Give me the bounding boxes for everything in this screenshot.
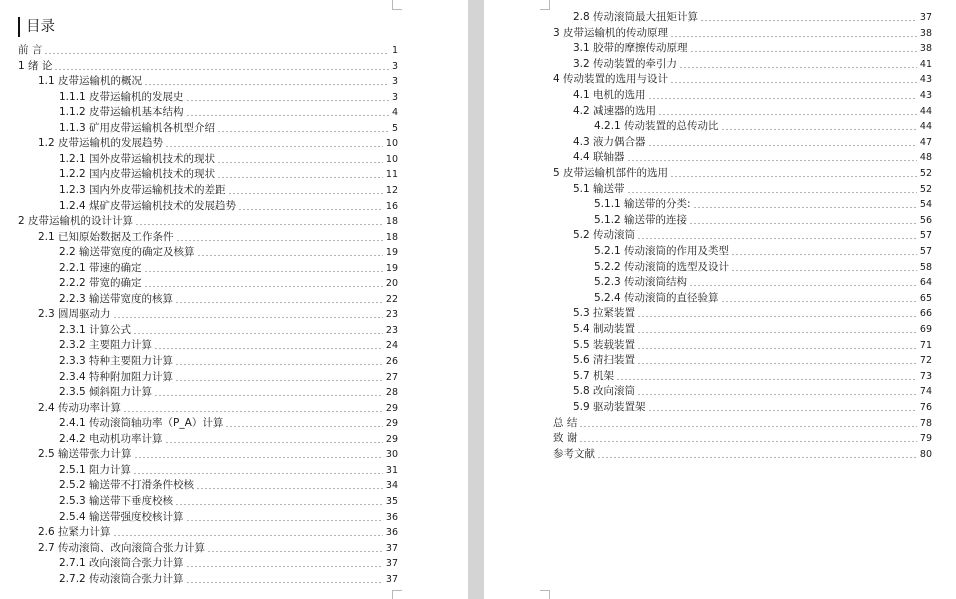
- toc-dot-leader: [597, 456, 917, 459]
- toc-entry[interactable]: [59, 353, 398, 368]
- toc-entry-label: 5.6 清扫装置: [573, 354, 636, 367]
- toc-dot-leader: [186, 581, 383, 584]
- toc-entry[interactable]: [573, 149, 932, 164]
- toc-entry-label: 2.5.1 阻力计算: [59, 463, 132, 476]
- toc-entry-page-number: 18: [385, 216, 398, 228]
- toc-entry-label: 5.1.2 输送带的连接: [594, 213, 688, 226]
- toc-dot-leader: [134, 456, 383, 459]
- toc-entry-label: 4.3 液力偶合器: [573, 135, 646, 148]
- toc-entry[interactable]: [59, 337, 398, 352]
- toc-entry-page-number: 43: [919, 74, 932, 86]
- toc-entry-label: 2.2.3 输送带宽度的核算: [59, 292, 174, 305]
- toc-entry-page-number: 29: [385, 433, 398, 445]
- toc-dot-leader: [217, 130, 389, 133]
- toc-entry-label: 致 谢: [553, 432, 578, 445]
- toc-entry-label: 1.2.1 国外皮带运输机技术的现状: [59, 152, 216, 165]
- toc-dot-leader: [679, 66, 917, 69]
- toc-entry-label: 2.5 输送带张力计算: [38, 448, 132, 461]
- toc-dot-leader: [637, 331, 917, 334]
- toc-entry[interactable]: [553, 415, 932, 430]
- toc-entry-label: 2.7.2 传动滚筒合张力计算: [59, 572, 184, 585]
- toc-dot-leader: [175, 379, 383, 382]
- toc-dot-leader: [217, 161, 383, 164]
- toc-entry[interactable]: [573, 103, 932, 118]
- toc-dot-leader: [135, 223, 383, 226]
- toc-entry[interactable]: [594, 243, 932, 258]
- toc-entry-label: 5.1 输送带: [573, 182, 625, 195]
- toc-entry[interactable]: [573, 383, 932, 398]
- toc-entry-page-number: 48: [919, 152, 932, 164]
- toc-entry-page-number: 76: [919, 402, 932, 413]
- toc-entry[interactable]: [594, 274, 932, 289]
- toc-entry[interactable]: [573, 87, 932, 102]
- toc-entry-label: 5.4 制动装置: [573, 323, 636, 335]
- toc-entry[interactable]: [59, 477, 398, 492]
- toc-dot-leader: [228, 192, 383, 195]
- toc-entry-label: 2.2 输送带宽度的确定及核算: [59, 246, 195, 259]
- toc-dot-leader: [175, 363, 383, 366]
- toc-entry[interactable]: [38, 306, 398, 321]
- toc-dot-leader: [731, 253, 917, 256]
- toc-entry-label: 2.4.1 传动滚筒轴功率（P_A）计算: [59, 417, 224, 430]
- toc-entry-page-number: 23: [385, 324, 398, 336]
- toc-entry-label: 1.1.1 皮带运输机的发展史: [59, 90, 184, 103]
- toc-entry-page-number: 19: [385, 247, 398, 259]
- toc-entry-page-number: 3: [391, 91, 398, 103]
- toc-entry-label: 2.5.2 输送带不打滑条件校核: [59, 479, 195, 492]
- toc-dot-leader: [721, 300, 917, 303]
- toc-entry[interactable]: [59, 182, 398, 197]
- toc-entry-page-number: 1: [391, 45, 398, 56]
- toc-dot-leader: [689, 222, 917, 225]
- toc-entry[interactable]: [573, 305, 932, 320]
- toc-dot-leader: [579, 440, 917, 443]
- toc-entry-page-number: 69: [919, 324, 932, 335]
- toc-entry[interactable]: [573, 134, 932, 149]
- toc-entry-page-number: 37: [385, 558, 398, 570]
- toc-entry-label: 4.2 减速器的选用: [573, 104, 657, 117]
- toc-entry-label: 5.9 驱动装置架: [573, 401, 646, 413]
- toc-dot-leader: [186, 114, 389, 117]
- toc-entry[interactable]: [59, 120, 398, 135]
- toc-entry-label: 5.2.2 传动滚筒的选型及设计: [594, 260, 730, 273]
- toc-dot-leader: [721, 128, 917, 131]
- toc-entry[interactable]: [59, 555, 398, 570]
- toc-entry-label: 2.2.1 带速的确定: [59, 261, 142, 274]
- toc-entry-label: 5.2.4 传动滚筒的直径验算: [594, 291, 719, 304]
- toc-entry-page-number: 11: [385, 169, 398, 181]
- toc-entry-page-number: 5: [391, 122, 398, 134]
- toc-dot-leader: [637, 237, 917, 240]
- toc-page-right: [484, 0, 956, 599]
- toc-entry[interactable]: [594, 118, 932, 133]
- toc-entry-label: 2.3 圆周驱动力: [38, 308, 111, 321]
- toc-entry-label: 1 绪 论: [18, 59, 53, 72]
- toc-dot-leader: [225, 425, 383, 428]
- toc-entry-label: 3.2 传动装置的牵引力: [573, 57, 678, 70]
- toc-list-right: [484, 0, 956, 599]
- toc-entry-page-number: 57: [919, 230, 932, 242]
- toc-entry-page-number: 24: [385, 340, 398, 352]
- toc-entry[interactable]: [594, 259, 932, 274]
- toc-entry-label: 2.4 传动功率计算: [38, 401, 122, 414]
- toc-entry[interactable]: [553, 71, 932, 86]
- toc-entry[interactable]: [59, 89, 398, 104]
- toc-entry[interactable]: [553, 430, 932, 445]
- toc-entry-page-number: 56: [919, 214, 932, 226]
- toc-entry-page-number: 16: [385, 200, 398, 212]
- toc-entry[interactable]: [38, 446, 398, 461]
- toc-dot-leader: [175, 503, 383, 506]
- toc-entry[interactable]: [59, 415, 398, 430]
- toc-entry[interactable]: [59, 431, 398, 446]
- toc-entry-page-number: 22: [385, 293, 398, 305]
- toc-dot-leader: [186, 565, 383, 568]
- toc-entry-page-number: 36: [385, 527, 398, 539]
- toc-entry-label: 2 皮带运输机的设计计算: [18, 215, 134, 228]
- toc-entry[interactable]: [553, 25, 932, 40]
- toc-entry-page-number: 12: [385, 184, 398, 196]
- toc-entry[interactable]: [59, 384, 398, 399]
- toc-dot-leader: [648, 97, 917, 100]
- toc-entry-label: 4.1 电机的选用: [573, 89, 646, 101]
- toc-entry-page-number: 65: [919, 292, 932, 304]
- toc-entry-label: 5 皮带运输机部件的选用: [553, 167, 669, 179]
- toc-entry-page-number: 44: [919, 105, 932, 117]
- toc-dot-leader: [165, 145, 383, 148]
- toc-dot-leader: [670, 35, 917, 38]
- toc-entry[interactable]: [553, 165, 932, 180]
- toc-entry-label: 总 结: [553, 416, 578, 429]
- toc-entry[interactable]: [18, 42, 398, 57]
- toc-dot-leader: [670, 81, 917, 84]
- toc-dot-leader: [176, 239, 383, 242]
- toc-entry-label: 5.2.1 传动滚筒的作用及类型: [594, 245, 730, 257]
- toc-dot-leader: [579, 425, 917, 428]
- toc-entry-page-number: 72: [919, 355, 932, 367]
- toc-entry-page-number: 31: [385, 464, 398, 476]
- toc-entry-label: 5.5 装载装置: [573, 338, 636, 351]
- toc-entry[interactable]: [59, 322, 398, 337]
- toc-entry-label: 3.1 胶带的摩擦传动原理: [573, 42, 688, 55]
- toc-entry[interactable]: [38, 135, 398, 150]
- toc-entry-label: 5.3 拉紧装置: [573, 307, 636, 320]
- toc-entry-page-number: 36: [385, 511, 398, 523]
- toc-dot-leader: [648, 409, 917, 412]
- toc-dot-leader: [670, 175, 917, 178]
- toc-entry[interactable]: [38, 524, 398, 539]
- toc-entry-page-number: 43: [919, 90, 932, 101]
- toc-entry[interactable]: [59, 260, 398, 275]
- toc-entry-label: 1.2 皮带运输机的发展趋势: [38, 137, 164, 150]
- toc-entry-label: 2.6 拉紧力计算: [38, 526, 111, 539]
- toc-dot-leader: [144, 270, 383, 273]
- toc-list-left: [0, 0, 468, 599]
- toc-entry-label: 5.1.1 输送带的分类:: [594, 198, 691, 211]
- toc-dot-leader: [197, 254, 383, 257]
- toc-entry-label: 1.2.3 国内外皮带运输机技术的差距: [59, 183, 226, 196]
- toc-entry-label: 前 言: [18, 44, 43, 56]
- toc-entry-page-number: 26: [385, 356, 398, 367]
- toc-entry[interactable]: [594, 290, 932, 305]
- toc-entry-label: 2.3.2 主要阻力计算: [59, 339, 153, 352]
- toc-entry-page-number: 41: [919, 58, 932, 70]
- toc-dot-leader: [658, 113, 917, 116]
- toc-entry[interactable]: [573, 56, 932, 71]
- toc-dot-leader: [123, 410, 383, 413]
- toc-entry[interactable]: [573, 181, 932, 196]
- toc-entry[interactable]: [38, 540, 398, 555]
- toc-entry-page-number: 30: [385, 449, 398, 461]
- toc-dot-leader: [616, 378, 917, 381]
- toc-entry-label: 2.5.3 输送带下垂度校核: [59, 494, 174, 507]
- toc-dot-leader: [186, 519, 383, 522]
- toc-entry[interactable]: [59, 493, 398, 508]
- toc-entry-page-number: 47: [919, 136, 932, 148]
- toc-entry-page-number: 10: [385, 153, 398, 165]
- toc-entry-page-number: 29: [385, 418, 398, 430]
- toc-entry-page-number: 52: [919, 183, 932, 195]
- toc-dot-leader: [700, 19, 917, 22]
- toc-entry-page-number: 80: [919, 448, 932, 460]
- toc-entry-label: 5.8 改向滚筒: [573, 385, 636, 398]
- toc-entry-page-number: 38: [919, 27, 932, 39]
- toc-entry[interactable]: [59, 104, 398, 119]
- toc-entry-page-number: 35: [385, 495, 398, 507]
- toc-entry-page-number: 58: [919, 261, 932, 273]
- toc-dot-leader: [217, 176, 383, 179]
- toc-entry-page-number: 54: [919, 199, 932, 211]
- toc-entry-page-number: 3: [391, 60, 398, 72]
- toc-entry[interactable]: [59, 291, 398, 306]
- toc-entry-page-number: 10: [385, 138, 398, 150]
- toc-entry[interactable]: [59, 198, 398, 213]
- toc-dot-leader: [113, 316, 383, 319]
- toc-entry-label: 2.3.5 倾斜阻力计算: [59, 386, 153, 399]
- toc-entry-label: 4 传动装置的选用与设计: [553, 73, 669, 86]
- toc-entry-label: 1.2.2 国内皮带运输机技术的现状: [59, 168, 216, 181]
- toc-entry-page-number: 79: [919, 433, 932, 445]
- toc-dot-leader: [627, 159, 917, 162]
- toc-entry[interactable]: [573, 368, 932, 383]
- toc-entry[interactable]: [594, 196, 932, 211]
- toc-heading: 目录: [18, 17, 55, 37]
- toc-dot-leader: [154, 347, 383, 350]
- toc-entry[interactable]: [573, 352, 932, 367]
- toc-entry[interactable]: [573, 337, 932, 352]
- toc-entry-label: 1.1 皮带运输机的概况: [38, 75, 143, 88]
- toc-entry[interactable]: [573, 227, 932, 242]
- toc-entry[interactable]: [18, 58, 398, 73]
- toc-dot-leader: [44, 52, 389, 55]
- toc-entry-page-number: 57: [919, 246, 932, 257]
- toc-entry-page-number: 34: [385, 480, 398, 492]
- toc-entry[interactable]: [573, 40, 932, 55]
- toc-entry-page-number: 37: [385, 542, 398, 554]
- toc-entry[interactable]: [38, 400, 398, 415]
- toc-dot-leader: [133, 472, 383, 475]
- toc-entry-label: 2.7.1 改向滚筒合张力计算: [59, 557, 184, 570]
- toc-entry-label: 参考文献: [553, 447, 595, 460]
- toc-entry-page-number: 78: [919, 417, 932, 429]
- toc-entry[interactable]: [59, 151, 398, 166]
- toc-entry-label: 1.1.2 皮带运输机基本结构: [59, 106, 184, 119]
- toc-dot-leader: [207, 550, 383, 553]
- toc-entry-page-number: 52: [919, 168, 932, 179]
- toc-entry[interactable]: [38, 73, 398, 88]
- toc-entry-page-number: 73: [919, 370, 932, 382]
- toc-entry-label: 2.5.4 输送带强度校核计算: [59, 510, 184, 523]
- toc-entry-page-number: 27: [385, 371, 398, 383]
- toc-entry-page-number: 37: [919, 12, 932, 23]
- toc-entry-label: 2.2.2 带宽的确定: [59, 277, 142, 290]
- toc-entry-page-number: 23: [385, 309, 398, 321]
- toc-page-left: [0, 0, 468, 599]
- toc-dot-leader: [144, 285, 383, 288]
- toc-entry-label: 2.3.3 特种主要阻力计算: [59, 355, 174, 367]
- toc-entry[interactable]: [59, 244, 398, 259]
- toc-entry-label: 2.4.2 电动机功率计算: [59, 432, 163, 445]
- toc-entry-page-number: 3: [391, 76, 398, 88]
- toc-dot-leader: [133, 332, 383, 335]
- toc-dot-leader: [113, 534, 383, 537]
- toc-entry-page-number: 19: [385, 262, 398, 274]
- toc-entry-page-number: 38: [919, 43, 932, 55]
- toc-dot-leader: [693, 206, 917, 209]
- toc-entry[interactable]: [59, 462, 398, 477]
- toc-entry-page-number: 4: [391, 107, 398, 119]
- toc-entry[interactable]: [59, 369, 398, 384]
- toc-entry-label: 5.2.3 传动滚筒结构: [594, 276, 688, 289]
- toc-dot-leader: [690, 50, 917, 53]
- toc-entry[interactable]: [59, 509, 398, 524]
- toc-dot-leader: [54, 68, 389, 71]
- toc-entry-label: 2.7 传动滚筒、改向滚筒合张力计算: [38, 541, 206, 554]
- toc-entry[interactable]: [553, 446, 932, 461]
- toc-dot-leader: [637, 362, 917, 365]
- toc-entry[interactable]: [573, 321, 932, 336]
- toc-dot-leader: [165, 441, 383, 444]
- toc-entry-label: 2.1 已知原始数据及工作条件: [38, 230, 174, 243]
- toc-entry-page-number: 74: [919, 386, 932, 398]
- toc-entry-label: 1.2.4 煤矿皮带运输机技术的发展趋势: [59, 199, 237, 212]
- toc-entry-label: 5.7 机架: [573, 369, 615, 382]
- toc-entry-label: 5.2 传动滚筒: [573, 229, 636, 242]
- toc-dot-leader: [175, 301, 383, 304]
- toc-entry[interactable]: [594, 212, 932, 227]
- toc-dot-leader: [637, 393, 917, 396]
- toc-entry-page-number: 20: [385, 278, 398, 290]
- toc-entry-page-number: 64: [919, 277, 932, 289]
- toc-entry-page-number: 28: [385, 387, 398, 399]
- toc-dot-leader: [731, 269, 917, 272]
- toc-entry-label: 4.4 联轴器: [573, 151, 625, 164]
- toc-entry[interactable]: [59, 571, 398, 586]
- toc-entry-label: 1.1.3 矿用皮带运输机各机型介绍: [59, 121, 216, 134]
- toc-entry[interactable]: [59, 166, 398, 181]
- toc-entry-page-number: 29: [385, 402, 398, 414]
- toc-entry[interactable]: [38, 229, 398, 244]
- toc-dot-leader: [154, 394, 383, 397]
- toc-dot-leader: [637, 347, 917, 350]
- toc-entry-label: 4.2.1 传动装置的总传动比: [594, 120, 719, 133]
- toc-dot-leader: [637, 315, 917, 318]
- toc-entry-label: 2.3.1 计算公式: [59, 323, 132, 336]
- toc-entry-label: 2.3.4 特种附加阻力计算: [59, 370, 174, 383]
- toc-dot-leader: [196, 487, 383, 490]
- toc-entry-page-number: 44: [919, 121, 932, 133]
- toc-entry-page-number: 71: [919, 339, 932, 351]
- toc-entry[interactable]: [59, 275, 398, 290]
- toc-entry-page-number: 37: [385, 573, 398, 585]
- toc-dot-leader: [648, 144, 917, 147]
- toc-entry-page-number: 18: [385, 231, 398, 243]
- toc-dot-leader: [627, 191, 917, 194]
- toc-entry[interactable]: [573, 9, 932, 24]
- toc-dot-leader: [186, 99, 389, 102]
- toc-entry[interactable]: [18, 213, 398, 228]
- toc-entry-page-number: 66: [919, 308, 932, 320]
- toc-entry-label: 3 皮带运输机的传动原理: [553, 26, 669, 39]
- toc-dot-leader: [689, 284, 917, 287]
- toc-entry[interactable]: [573, 399, 932, 414]
- toc-dot-leader: [238, 208, 383, 211]
- toc-dot-leader: [144, 83, 389, 86]
- toc-entry-label: 2.8 传动滚筒最大扭矩计算: [573, 11, 699, 23]
